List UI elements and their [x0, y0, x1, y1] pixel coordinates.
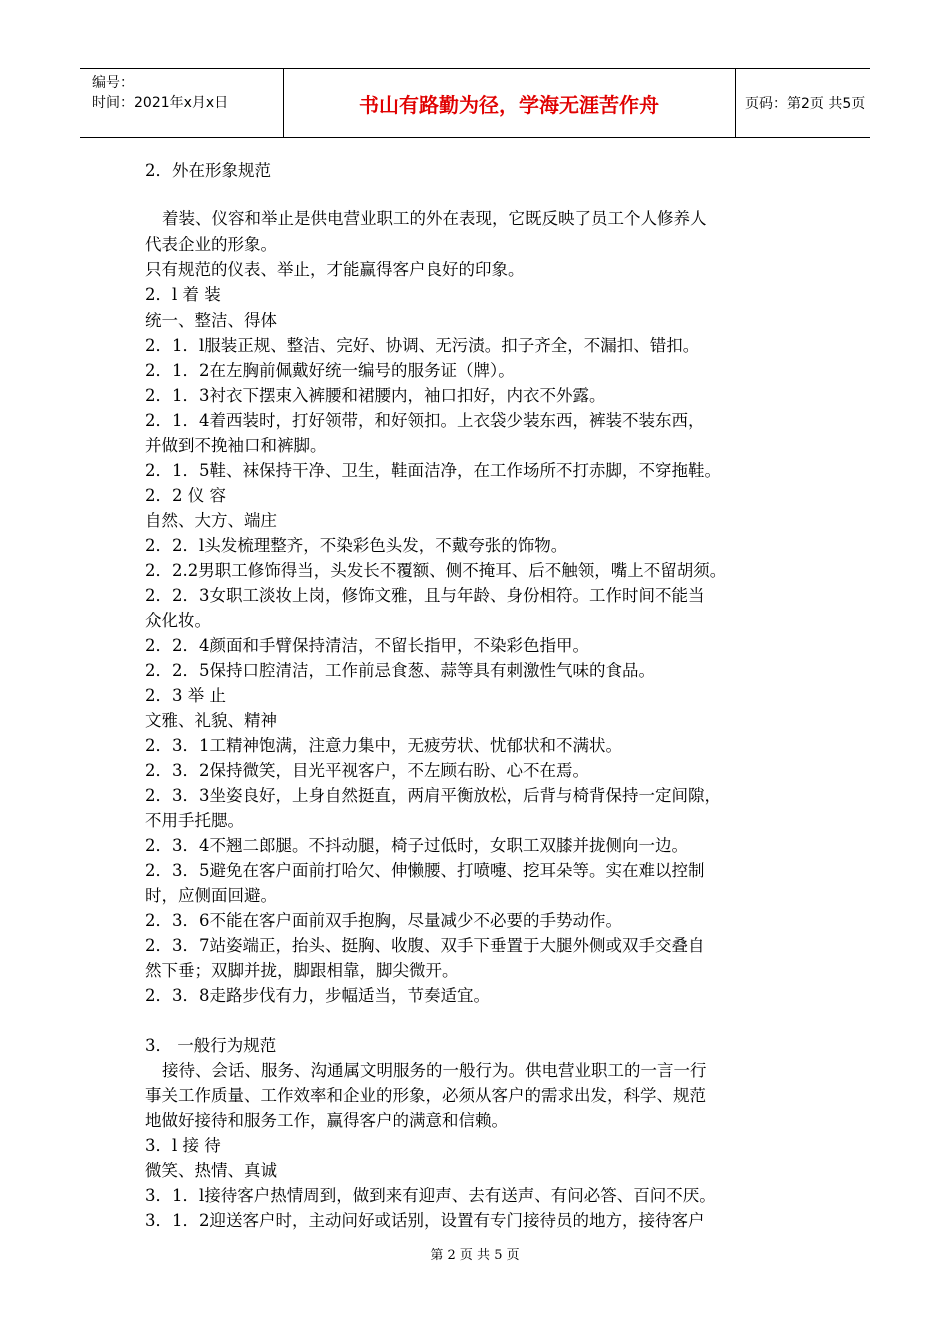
list-item: 然下垂；双脚并拢，脚跟相靠，脚尖微开。 — [145, 961, 459, 980]
subsection-motto: 统一、整洁、得体 — [145, 311, 277, 330]
list-item: 2．2.2男职工修饰得当，头发长不覆额、侧不掩耳、后不触领，嘴上不留胡须。 — [145, 561, 727, 580]
paragraph-line: 代表企业的形象。 — [145, 235, 277, 254]
list-item: 2．1．5鞋、袜保持干净、卫生，鞋面洁净，在工作场所不打赤脚，不穿拖鞋。 — [145, 461, 721, 480]
paragraph-line: 只有规范的仪表、举止，才能赢得客户良好的印象。 — [145, 260, 525, 279]
list-item: 2．3．2保持微笑，目光平视客户，不左顾右盼、心不在焉。 — [145, 761, 589, 780]
list-item: 2．3．4不翘二郎腿。不抖动腿，椅子过低时，女职工双膝并拢侧向一边。 — [145, 836, 688, 855]
list-item: 2．1．4着西装时，打好领带，和好领扣。上衣袋少装东西，裤装不装东西， — [145, 411, 705, 430]
paragraph-line: 着装、仪容和举止是供电营业职工的外在表现，它既反映了员工个人修养人 — [162, 209, 707, 228]
list-item: 2．3．8走路步伐有力，步幅适当，节奏适宜。 — [145, 986, 490, 1005]
header-motto: 书山有路勤为径，学海无涯苦作舟 — [283, 69, 736, 137]
list-item: 众化妆。 — [145, 611, 211, 630]
subsection-heading: 3．l 接 待 — [145, 1136, 221, 1155]
list-item: 不用手托腮。 — [145, 811, 244, 830]
list-item: 2．2．l头发梳理整齐，不染彩色头发，不戴夸张的饰物。 — [145, 536, 568, 555]
list-item: 2．2．4颜面和手臂保持清洁，不留长指甲，不染彩色指甲。 — [145, 636, 589, 655]
list-item: 2．1．3衬衣下摆束入裤腰和裙腰内，袖口扣好，内衣不外露。 — [145, 386, 606, 405]
list-item: 3．1．2迎送客户时，主动问好或话别，设置有专门接待员的地方，接待客户 — [145, 1211, 705, 1230]
header-meta — [80, 69, 284, 137]
list-item: 2．1．l服装正规、整洁、完好、协调、无污渍。扣子齐全，不漏扣、错扣。 — [145, 336, 700, 355]
paragraph-line: 事关工作质量、工作效率和企业的形象，必须从客户的需求出发，科学、规范 — [145, 1086, 706, 1105]
list-item: 并做到不挽袖口和裤脚。 — [145, 436, 327, 455]
list-item: 2．3．6不能在客户面前双手抱胸，尽量减少不必要的手势动作。 — [145, 911, 622, 930]
header-page-info: 页码：第2页 共5页 — [745, 96, 866, 112]
list-item: 时，应侧面回避。 — [145, 886, 277, 905]
paragraph-line: 地做好接待和服务工作，赢得客户的满意和信赖。 — [145, 1111, 508, 1130]
header-number-label: 编号： — [92, 75, 134, 91]
list-item: 2．2．5保持口腔清洁，工作前忌食葱、蒜等具有刺激性气味的食品。 — [145, 661, 655, 680]
list-item: 3．1．l接待客户热情周到，做到来有迎声、去有送声、有问必答、百问不厌。 — [145, 1186, 716, 1205]
list-item: 2．3．7站姿端正，抬头、挺胸、收腹、双手下垂置于大腿外侧或双手交叠自 — [145, 936, 705, 955]
subsection-motto: 微笑、热情、真诚 — [145, 1161, 277, 1180]
page-footer: 第 2 页 共 5 页 — [430, 1248, 520, 1263]
section-heading: 2．外在形象规范 — [145, 161, 271, 180]
subsection-heading: 2．2 仪 容 — [145, 486, 226, 505]
subsection-motto: 自然、大方、端庄 — [145, 511, 277, 530]
section-heading: 3． 一般行为规范 — [145, 1036, 277, 1055]
list-item: 2．2．3女职工淡妆上岗，修饰文雅，且与年龄、身份相符。工作时间不能当 — [145, 586, 705, 605]
subsection-heading: 2．3 举 止 — [145, 686, 226, 705]
subsection-motto: 文雅、礼貌、精神 — [145, 711, 277, 730]
list-item: 2．1．2在左胸前佩戴好统一编号的服务证（牌）。 — [145, 361, 515, 380]
subsection-heading: 2．l 着 装 — [145, 285, 221, 304]
header-time-label: 时间：2021年x月x日 — [92, 95, 229, 111]
list-item: 2．3．5避免在客户面前打哈欠、伸懒腰、打喷嚏、挖耳朵等。实在难以控制 — [145, 861, 705, 880]
page-header — [80, 68, 870, 138]
list-item: 2．3．1工精神饱满，注意力集中，无疲劳状、忧郁状和不满状。 — [145, 736, 622, 755]
paragraph-line: 接待、会话、服务、沟通属文明服务的一般行为。供电营业职工的一言一行 — [162, 1061, 707, 1080]
list-item: 2．3．3坐姿良好，上身自然挺直，两肩平衡放松，后背与椅背保持一定间隙， — [145, 786, 721, 805]
